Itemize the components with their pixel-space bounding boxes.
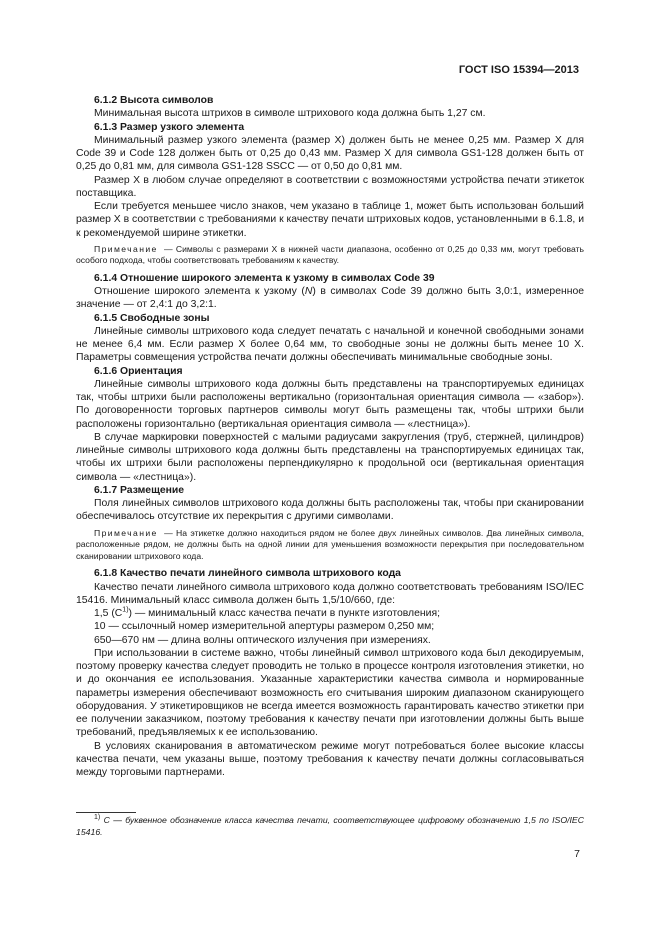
- note: [76, 528, 584, 563]
- heading-6-1-3: 6.1.3 Размер узкого элемента: [94, 121, 245, 133]
- list-item: 650—670 нм — длина волны оптического излучения при измерениях.: [94, 634, 431, 646]
- paragraph: Размер X в любом случае определяют в соответствии с возможностями устройства печати этикеток поставщика.: [76, 174, 584, 199]
- text-run: 1,5 (С: [94, 608, 123, 620]
- note-label: Примечание: [94, 243, 158, 254]
- heading-6-1-7: 6.1.7 Размещение: [94, 484, 185, 496]
- paragraph: Качество печати линейного символа штрихового кода должно соответствовать требованиям ISO/IEC 15416. Минимальный класс символа должен быть 1,5/10/660, где:: [76, 581, 584, 606]
- paragraph: [76, 285, 584, 312]
- italic-n: N: [304, 286, 313, 298]
- paragraph: Минимальный размер узкого элемента (размер X) должен быть не менее 0,25 мм. Размер X для Code 39 и Code 128 должен быть от 0,25 до 0,43 мм. Размер X для символа GS1-128 должен быть от 0,25 до 0,81 мм, для символа GS1-128 SSCC — от 0,50 до 0,81 мм.: [76, 134, 584, 173]
- heading-6-1-2: 6.1.2 Высота символов: [94, 95, 214, 106]
- paragraph: Линейные символы штрихового кода следует печатать с начальной и конечной свободными зонами не менее 6,4 мм. Если размер X более 0,64 мм, то свободные зоны не должны быть менее 10 X. Параметры совмещения устройства печати должны обеспечивать минимальные свободные зоны.: [76, 325, 584, 364]
- paragraph: Поля линейных символов штрихового кода должны быть расположены так, чтобы при сканировании обеспечивалось отсутствие их перекрытия с другими символами.: [76, 498, 584, 523]
- paragraph: В условиях сканирования в автоматическом режиме могут потребоваться более высокие классы качества печати, чем указаны выше, поэтому требования к качеству печати должны согласовываться между торговыми партнерами.: [76, 740, 584, 779]
- note-text: — Символы с размерами X в нижней части диапазона, особенно от 0,25 до 0,33 мм, могут требовать особого подхода, чтобы соответствовать требованиям к качеству.: [76, 243, 584, 266]
- heading-6-1-5: 6.1.5 Свободные зоны: [94, 312, 210, 324]
- note: [76, 244, 584, 267]
- paragraph: В случае маркировки поверхностей с малыми радиусами закругления (труб, стержней, цилиндров) линейные символы штрихового кода должны быть представлены на транспортируемых единицах так, чтобы их штрихи были расположены перпендикулярно к продольной оси (вертикальная ориентация символа — «лестница»).: [76, 431, 584, 483]
- text-run: ) в символах Code 39 должно быть 3,0:1, измеренное значение — от 2,4:1 до 3,2:1.: [76, 286, 585, 311]
- footnote-mark: 1): [94, 814, 101, 822]
- standard-header: ГОСТ ISO 15394—2013: [458, 64, 579, 76]
- text-run: Отношение широкого элемента к узкому (: [94, 286, 305, 298]
- paragraph: Линейные символы штрихового кода должны быть представлены на транспортируемых единицах так, чтобы штрихи были расположены вертикально (горизонтальная ориентация символа — «забор»). По договоренности торговых партнеров символы могут быть размещены так, чтобы штрихи были расположены горизонтально (вертикальная ориентация символа — «лестница»).: [76, 378, 584, 430]
- text-run: ) — минимальный класс качества печати в пункте изготовления;: [128, 608, 440, 620]
- note-text: — На этикетке должно находиться рядом не более двух линейных символов. Два линейных символа, расположенные рядом, не должны быть на одной линии для уменьшения возможности перекрытия при последовательном сканировании штрихового кода.: [76, 527, 584, 561]
- paragraph: Минимальная высота штрихов в символе штрихового кода должна быть 1,27 см.: [94, 108, 486, 120]
- note-label: Примечание: [94, 527, 158, 538]
- footnote-divider: [76, 812, 136, 813]
- heading-6-1-4: 6.1.4 Отношение широкого элемента к узкому в символах Code 39: [94, 272, 435, 284]
- footnote: [76, 815, 584, 838]
- paragraph: При использовании в системе важно, чтобы линейный символ штрихового кода был декодируемым, поэтому проверку качества следует проводить не только в процессе контроля изготовления этикетки, но и до окончания ее использования. Указанные характеристики качества символа и нормированные параметры измерения обеспечивают возможность его считывания широким диапазоном сканирующего оборудования. У этикетировщиков не всегда имеется возможность гарантировать качество этикетки при ее получении заказчиком, поэтому требования к качеству печати при изготовлении должны быть выше требований, предъявляемых к ее использованию.: [76, 647, 584, 739]
- paragraph: Если требуется меньшее число знаков, чем указано в таблице 1, может быть использован больший размер X в соответствии с требованиями к качеству печати штриховых кодов, установленными в 6.1.8, и к рекомендуемой ширине этикетки.: [76, 201, 584, 239]
- page-number: 7: [574, 848, 580, 860]
- heading-6-1-6: 6.1.6 Ориентация: [94, 365, 183, 377]
- page-content: [76, 94, 584, 779]
- heading-6-1-8: 6.1.8 Качество печати линейного символа штрихового кода: [94, 568, 401, 580]
- footnote-ref: 1): [122, 606, 129, 614]
- list-item: 10 — ссылочный номер измерительной апертуры размером 0,250 мм;: [94, 621, 435, 633]
- list-item: [76, 607, 584, 620]
- footnote-text: С — буквенное обозначение класса качества печати, соответствующее цифровому обозначению 1,5 по ISO/IEC 15416.: [76, 815, 584, 837]
